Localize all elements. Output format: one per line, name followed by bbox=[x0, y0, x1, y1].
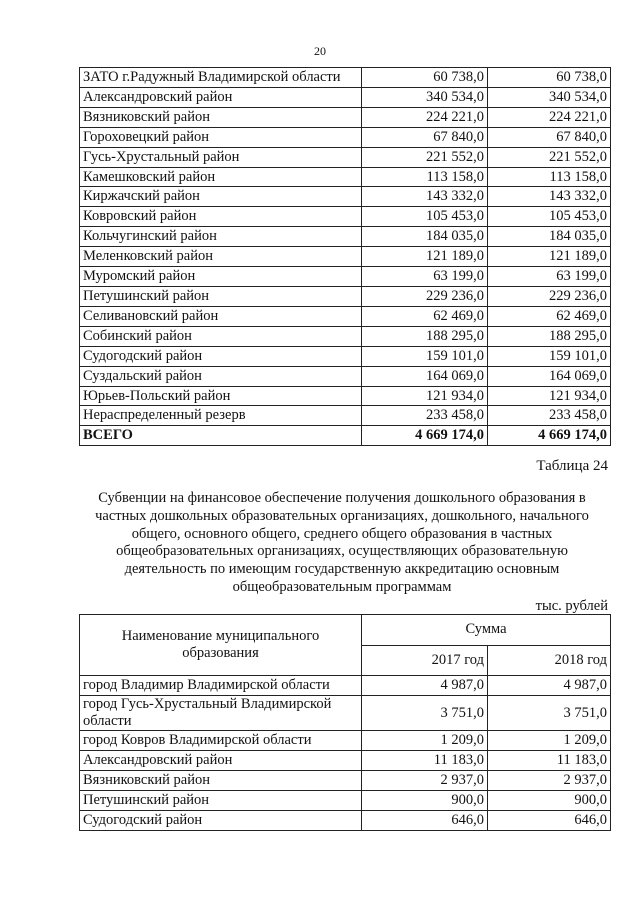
municipality-name: Гусь-Хрустальный район bbox=[80, 147, 362, 167]
amount-2017: 188 295,0 bbox=[362, 326, 488, 346]
amount-2017: 159 101,0 bbox=[362, 346, 488, 366]
table-row bbox=[80, 207, 611, 227]
table-row bbox=[80, 247, 611, 267]
table-row bbox=[80, 127, 611, 147]
subvention-table-continued bbox=[79, 67, 611, 446]
amount-2017: 233 458,0 bbox=[362, 406, 488, 426]
header-year-2018: 2018 год bbox=[488, 645, 611, 676]
municipality-name: Петушинский район bbox=[80, 286, 362, 306]
amount-2017: 184 035,0 bbox=[362, 227, 488, 247]
table-row bbox=[80, 107, 611, 127]
table-row bbox=[80, 406, 611, 426]
table-body bbox=[80, 676, 611, 831]
table-row bbox=[80, 771, 611, 791]
table-title-line: общего, основного общего, среднего общего образования в частных bbox=[131, 525, 553, 542]
municipality-name: Камешковский район bbox=[80, 167, 362, 187]
amount-2018: 4 987,0 bbox=[488, 676, 611, 696]
header-year-2017: 2017 год bbox=[362, 645, 488, 676]
amount-2017: 121 934,0 bbox=[362, 386, 488, 406]
municipality-name: Киржачский район bbox=[80, 187, 362, 207]
amount-2018: 11 183,0 bbox=[488, 751, 611, 771]
amount-2018: 184 035,0 bbox=[488, 227, 611, 247]
municipality-name: город Владимир Владимирской области bbox=[80, 676, 362, 696]
amount-2017: 143 332,0 bbox=[362, 187, 488, 207]
table-row bbox=[80, 366, 611, 386]
subvention-table-24 bbox=[79, 614, 611, 831]
table-row bbox=[80, 87, 611, 107]
amount-2017: 229 236,0 bbox=[362, 286, 488, 306]
municipality-name: Суздальский район bbox=[80, 366, 362, 386]
municipality-name: Александровский район bbox=[80, 751, 362, 771]
table-title-line: деятельность по имеющим государственную аккредитацию основным bbox=[124, 561, 560, 578]
municipality-name: город Ковров Владимирской области bbox=[80, 731, 362, 751]
amount-2017: 121 189,0 bbox=[362, 247, 488, 267]
amount-2018: 159 101,0 bbox=[488, 346, 611, 366]
municipality-name: Александровский район bbox=[80, 87, 362, 107]
amount-2018: 3 751,0 bbox=[488, 696, 611, 731]
table-caption: Таблица 24 bbox=[536, 458, 608, 474]
amount-2018: 121 934,0 bbox=[488, 386, 611, 406]
amount-2017: 60 738,0 bbox=[362, 68, 488, 88]
table-row bbox=[80, 147, 611, 167]
total-row bbox=[80, 426, 611, 446]
total-2017: 4 669 174,0 bbox=[362, 426, 488, 446]
amount-2018: 62 469,0 bbox=[488, 306, 611, 326]
table-row bbox=[80, 751, 611, 771]
municipality-name: Меленковский район bbox=[80, 247, 362, 267]
municipality-name: Гороховецкий район bbox=[80, 127, 362, 147]
table-title-line: частных дошкольных образовательных организациях, дошкольного, начального bbox=[95, 507, 589, 524]
amount-2018: 60 738,0 bbox=[488, 68, 611, 88]
amount-2017: 63 199,0 bbox=[362, 267, 488, 287]
units-label: тыс. рублей bbox=[535, 598, 608, 614]
municipality-name: Собинский район bbox=[80, 326, 362, 346]
amount-2018: 67 840,0 bbox=[488, 127, 611, 147]
municipality-name: Нераспределенный резерв bbox=[80, 406, 362, 426]
municipality-name: Кольчугинский район bbox=[80, 227, 362, 247]
table-title-line: общеобразовательных организациях, осуществляющих образовательную bbox=[116, 543, 568, 560]
municipality-name: Муромский район bbox=[80, 267, 362, 287]
amount-2017: 1 209,0 bbox=[362, 731, 488, 751]
table-title-line: общеобразовательным программам bbox=[232, 578, 452, 595]
amount-2017: 105 453,0 bbox=[362, 207, 488, 227]
amount-2018: 900,0 bbox=[488, 791, 611, 811]
amount-2018: 221 552,0 bbox=[488, 147, 611, 167]
table-row bbox=[80, 696, 611, 731]
amount-2017: 221 552,0 bbox=[362, 147, 488, 167]
amount-2017: 62 469,0 bbox=[362, 306, 488, 326]
municipality-name: Юрьев-Польский район bbox=[80, 386, 362, 406]
municipality-name: город Гусь-Хрустальный Владимирской области bbox=[80, 696, 362, 731]
amount-2017: 113 158,0 bbox=[362, 167, 488, 187]
table-row bbox=[80, 187, 611, 207]
municipality-name: Петушинский район bbox=[80, 791, 362, 811]
amount-2018: 224 221,0 bbox=[488, 107, 611, 127]
municipality-name: Судогодский район bbox=[80, 346, 362, 366]
table-row bbox=[80, 791, 611, 811]
table-row bbox=[80, 306, 611, 326]
amount-2018: 105 453,0 bbox=[488, 207, 611, 227]
total-2018: 4 669 174,0 bbox=[488, 426, 611, 446]
table-row bbox=[80, 326, 611, 346]
amount-2017: 67 840,0 bbox=[362, 127, 488, 147]
table-body bbox=[80, 68, 611, 446]
amount-2018: 63 199,0 bbox=[488, 267, 611, 287]
municipality-name: Вязниковский район bbox=[80, 771, 362, 791]
amount-2018: 646,0 bbox=[488, 811, 611, 831]
table-row bbox=[80, 68, 611, 88]
amount-2018: 233 458,0 bbox=[488, 406, 611, 426]
amount-2017: 224 221,0 bbox=[362, 107, 488, 127]
municipality-name: Вязниковский район bbox=[80, 107, 362, 127]
table-row bbox=[80, 676, 611, 696]
amount-2018: 121 189,0 bbox=[488, 247, 611, 267]
table-row bbox=[80, 386, 611, 406]
amount-2017: 900,0 bbox=[362, 791, 488, 811]
amount-2017: 2 937,0 bbox=[362, 771, 488, 791]
table-row bbox=[80, 286, 611, 306]
amount-2018: 188 295,0 bbox=[488, 326, 611, 346]
municipality-name: ЗАТО г.Радужный Владимирской области bbox=[80, 68, 362, 88]
table-row bbox=[80, 227, 611, 247]
amount-2017: 340 534,0 bbox=[362, 87, 488, 107]
municipality-name: Ковровский район bbox=[80, 207, 362, 227]
amount-2018: 113 158,0 bbox=[488, 167, 611, 187]
table-row bbox=[80, 731, 611, 751]
amount-2018: 2 937,0 bbox=[488, 771, 611, 791]
table-row bbox=[80, 346, 611, 366]
header-sum: Сумма bbox=[362, 615, 611, 646]
amount-2017: 164 069,0 bbox=[362, 366, 488, 386]
table-row bbox=[80, 811, 611, 831]
amount-2017: 3 751,0 bbox=[362, 696, 488, 731]
amount-2018: 229 236,0 bbox=[488, 286, 611, 306]
amount-2018: 164 069,0 bbox=[488, 366, 611, 386]
table-row bbox=[80, 267, 611, 287]
header-municipality: Наименование муниципального образования bbox=[80, 615, 362, 676]
municipality-name: Судогодский район bbox=[80, 811, 362, 831]
amount-2018: 143 332,0 bbox=[488, 187, 611, 207]
table-title-line: Субвенции на финансовое обеспечение получения дошкольного образования в bbox=[98, 490, 586, 506]
table-title bbox=[72, 490, 612, 597]
municipality-name: Селивановский район bbox=[80, 306, 362, 326]
amount-2017: 4 987,0 bbox=[362, 676, 488, 696]
total-label: ВСЕГО bbox=[80, 426, 362, 446]
amount-2017: 11 183,0 bbox=[362, 751, 488, 771]
amount-2017: 646,0 bbox=[362, 811, 488, 831]
amount-2018: 1 209,0 bbox=[488, 731, 611, 751]
table-row bbox=[80, 167, 611, 187]
amount-2018: 340 534,0 bbox=[488, 87, 611, 107]
page-number: 20 bbox=[314, 44, 326, 58]
